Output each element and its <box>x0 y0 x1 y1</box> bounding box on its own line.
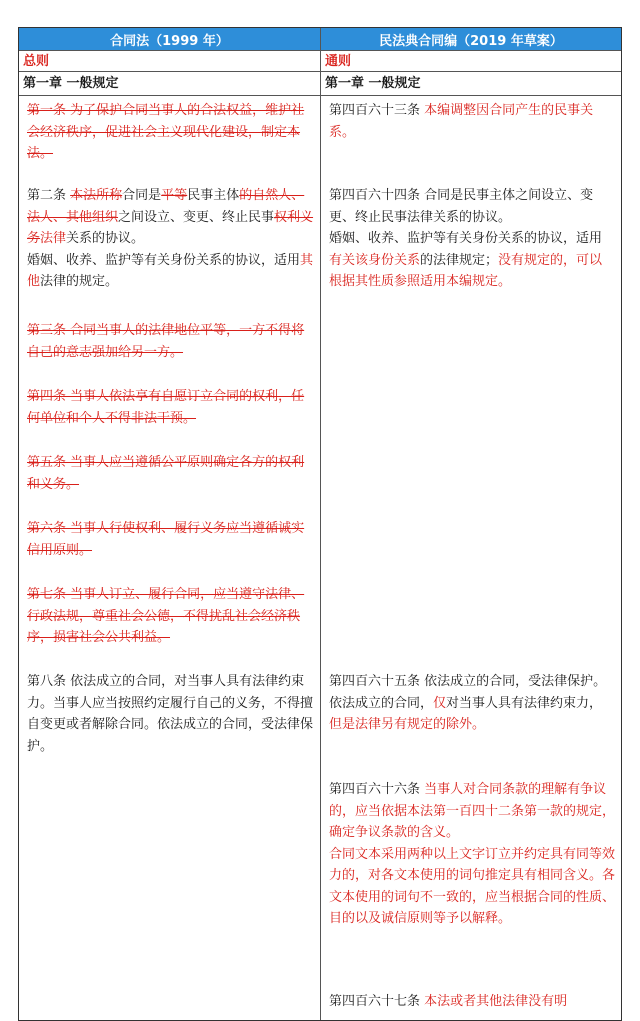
left-article-7: 第七条 当事人订立、履行合同，应当遵守法律、行政法规，尊重社会公德，不得扰乱社会经济秩序，损害社会公共利益。 <box>27 587 305 645</box>
left-part-title: 总则 <box>19 51 321 71</box>
left-article-1: 第一条 为了保护合同当事人的合法权益，维护社会经济秩序，促进社会主义现代化建设，制定本法。 <box>27 103 305 161</box>
table-header-row <box>19 28 621 51</box>
part-row <box>19 51 621 72</box>
left-article-4: 第四条 当事人依法享有自愿订立合同的权利，任何单位和个人不得非法干预。 <box>27 389 305 426</box>
left-article-5: 第五条 当事人应当遵循公平原则确定各方的权利和义务。 <box>27 455 305 492</box>
left-column-header: 合同法（1999 年） <box>19 28 321 50</box>
left-chapter-title: 第一章 一般规定 <box>19 72 321 95</box>
left-article-6: 第六条 当事人行使权利、履行义务应当遵循诚实信用原则。 <box>27 521 305 558</box>
left-article-2: 第二条 本法所称合同是平等民事主体的自然人、法人、其他组织之间设立、变更、终止民事权利义务法律关系的协议。 婚姻、收养、监护等有关身份关系的协议，适用其他法律的规定。 <box>27 188 314 289</box>
left-articles-cell <box>19 96 321 1020</box>
right-column-header: 民法典合同编（2019 年草案） <box>379 33 563 49</box>
comparison-table <box>18 27 622 1021</box>
right-chapter-title: 第一章 一般规定 <box>325 76 421 91</box>
right-article-463: 第四百六十三条 本编调整因合同产生的民事关系。 <box>329 103 594 140</box>
right-articles-cell <box>321 96 621 1020</box>
right-article-466: 第四百六十六条 当事人对合同条款的理解有争议的，应当依据本法第一百四十二条第一款的规定，确定争议条款的含义。 合同文本采用两种以上文字订立并约定具有同等效力的，对各文本使用的词句推定具有相同含义。各文本使用的词句不一致的，应当根据合同的性质、目的以及诚信原则等予以解释。 <box>329 782 616 926</box>
right-part-title: 通则 <box>325 54 352 69</box>
articles-row <box>19 96 621 1020</box>
left-article-8: 第八条 依法成立的合同，对当事人具有法律约束力。当事人应当按照约定履行自己的义务，不得擅自变更或者解除合同。依法成立的合同，受法律保护。 <box>27 674 314 754</box>
left-article-3: 第三条 合同当事人的法律地位平等，一方不得将自己的意志强加给另一方。 <box>27 323 305 360</box>
right-article-465: 第四百六十五条 依法成立的合同，受法律保护。 依法成立的合同，仅对当事人具有法律约束力，但是法律另有规定的除外。 <box>329 674 607 732</box>
right-article-467: 第四百六十七条 本法或者其他法律没有明 <box>329 994 568 1009</box>
chapter-row <box>19 72 621 96</box>
right-article-464: 第四百六十四条 合同是民事主体之间设立、变更、终止民事法律关系的协议。 婚姻、收养、监护等有关身份关系的协议，适用有关该身份关系的法律规定；没有规定的，可以根据其性质参照适用本编规定。 <box>329 188 603 289</box>
